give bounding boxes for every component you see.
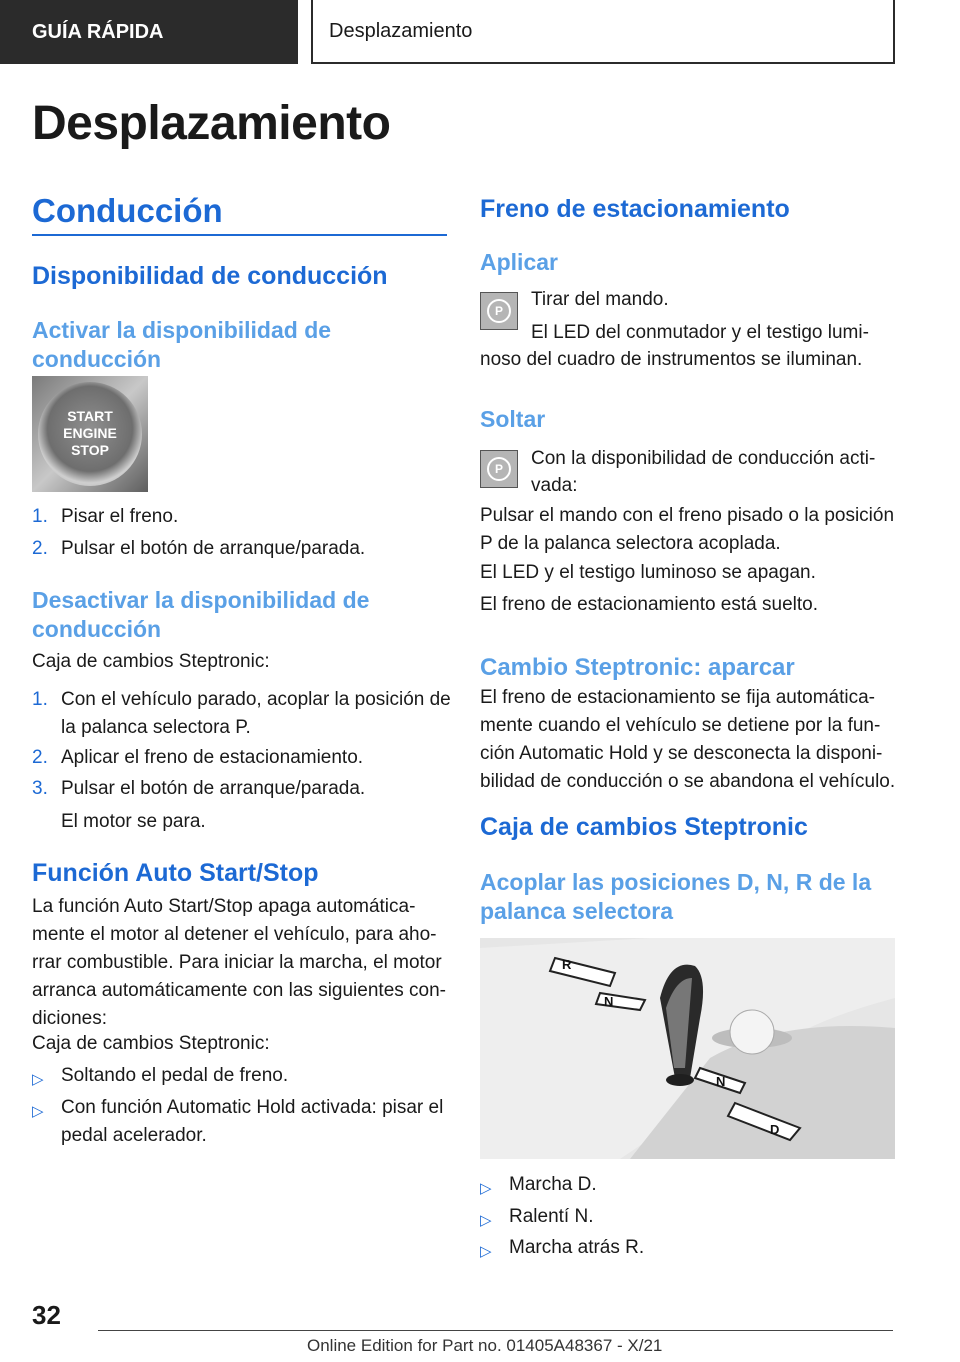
gear-label-r: R [562, 957, 572, 972]
heading-activar: Activar la disponibilidad de conducción [32, 317, 332, 372]
paragraph: Tirar del mando. [531, 289, 669, 310]
page-title: Desplazamiento [32, 97, 391, 150]
heading-desactivar: Desactivar la disponibilidad de conducción [32, 587, 370, 642]
footer-rule [98, 1330, 893, 1331]
section-rule [32, 234, 447, 236]
heading-aplicar: Aplicar [480, 249, 558, 275]
heading-conduccion: Conducción [32, 192, 223, 229]
paragraph: Caja de cambios Steptronic: [32, 1033, 270, 1054]
page-header [0, 0, 960, 66]
paragraph: Pulsar el mando con el freno pisado o la posición P de la palanca selectora acoplada. [480, 505, 895, 554]
paragraph: El LED y el testigo luminoso se apagan. [480, 562, 816, 583]
paragraph: El LED del conmutador y el testigo lumi‐ [531, 322, 869, 343]
section-label: GUÍA RÁPIDA [0, 0, 298, 64]
heading-auto-start-stop: Función Auto Start/Stop [32, 859, 319, 887]
paragraph: La función Auto Start/Stop apaga automática‐ mente el motor al detener el vehículo, para aho‐ rrar combustible. Para iniciar la marcha, el motor arranca automáticamente con las siguientes con‐ diciones: [32, 896, 447, 1029]
triangle-bullet-icon: ▷ [480, 1243, 492, 1260]
page-number: 32 [32, 1300, 61, 1330]
start-label-line: STOP [71, 442, 109, 458]
heading-cambio-aparcar: Cambio Steptronic: aparcar [480, 654, 795, 681]
start-label-line: ENGINE [63, 425, 117, 441]
paragraph: vada: [531, 475, 578, 496]
edition-note: Online Edition for Part no. 01405A48367 - X/21 [307, 1336, 663, 1355]
triangle-bullet-icon: ▷ [480, 1212, 492, 1229]
gear-label-n: N [604, 994, 614, 1009]
triangle-bullet-icon: ▷ [32, 1103, 44, 1120]
gear-selector-image [480, 938, 895, 1159]
parking-brake-icon: P [480, 292, 518, 330]
paragraph: noso del cuadro de instrumentos se iluminan. [480, 349, 863, 370]
start-label-line: START [67, 408, 113, 424]
gear-label-d: D [770, 1122, 780, 1137]
gear-selector-illustration [480, 938, 895, 1159]
heading-caja-steptronic: Caja de cambios Steptronic [480, 813, 808, 841]
heading-soltar: Soltar [480, 406, 546, 432]
paragraph: Caja de cambios Steptronic: [32, 651, 270, 672]
triangle-bullet-icon: ▷ [480, 1180, 492, 1197]
heading-acoplar: Acoplar las posiciones D, N, R de la palanca selectora [480, 869, 872, 924]
chapter-label: Desplazamiento [311, 0, 895, 64]
triangle-bullet-icon: ▷ [32, 1071, 44, 1088]
paragraph: Con la disponibilidad de conducción acti‐ [531, 448, 876, 469]
paragraph: El freno de estacionamiento está suelto. [480, 594, 818, 615]
gear-label-n: N [716, 1074, 726, 1089]
start-engine-stop-button-image [32, 376, 148, 492]
heading-disponibilidad: Disponibilidad de conducción [32, 262, 388, 290]
parking-brake-icon: P [480, 450, 518, 488]
paragraph: El motor se para. [61, 811, 206, 832]
heading-freno: Freno de estacionamiento [480, 195, 790, 223]
paragraph: El freno de estacionamiento se fija automática‐ mente cuando el vehículo se detiene por la fun‐ ción Automatic Hold y se desconecta la disponi‐ bilidad de conducción o se abandona el vehículo. [480, 687, 896, 792]
